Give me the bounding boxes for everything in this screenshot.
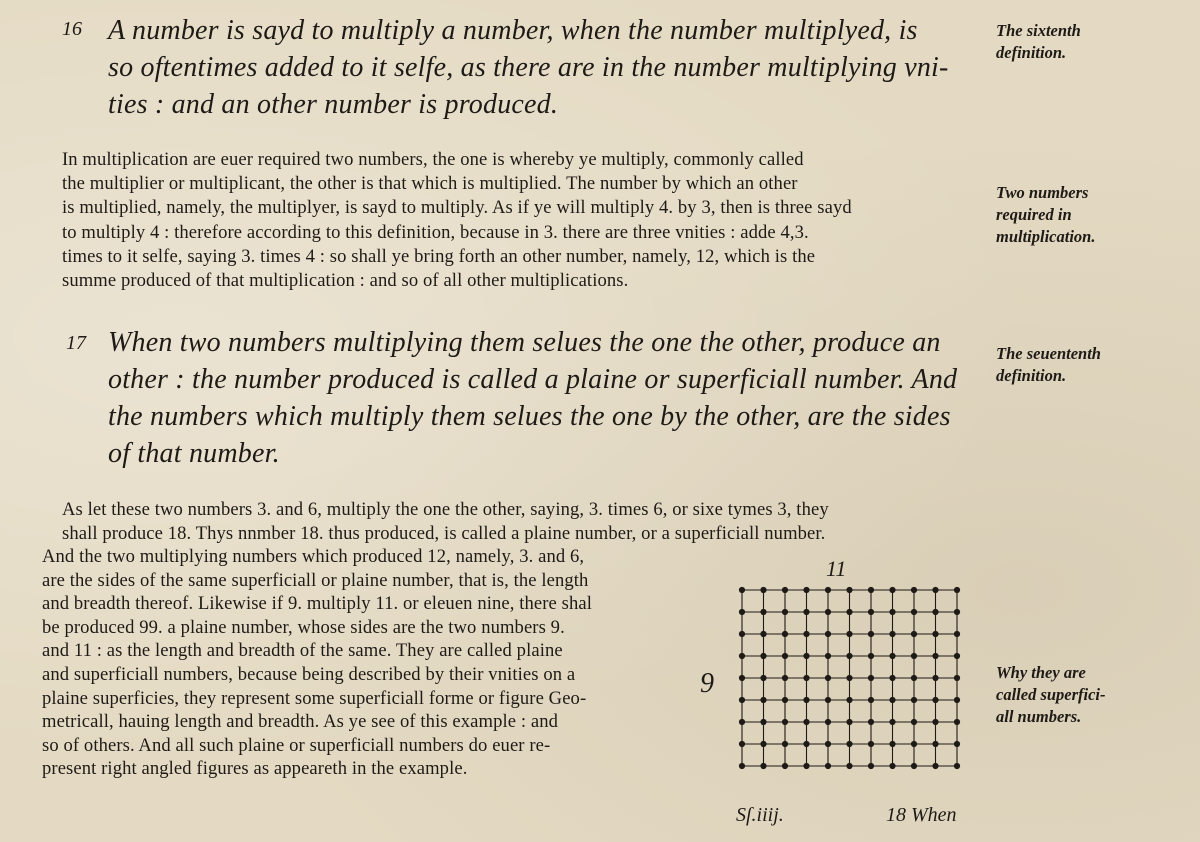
- dot-grid-figure: [730, 580, 980, 780]
- grid-dot: [932, 763, 938, 769]
- grid-dot: [911, 741, 917, 747]
- grid-dot: [782, 719, 788, 725]
- grid-dot: [825, 587, 831, 593]
- grid-dot: [760, 719, 766, 725]
- grid-dot: [932, 609, 938, 615]
- grid-dot: [846, 763, 852, 769]
- definition-17-number: 17: [66, 332, 86, 354]
- definition-16-line: A number is sayd to multiply a number, when the number multiplyed, is: [108, 15, 918, 46]
- definition-17-line: When two numbers multiplying them selues the one the other, produce an: [108, 327, 941, 358]
- grid-dot: [868, 609, 874, 615]
- definition-16-line: so oftentimes added to it selfe, as there are in the number multiplying vni-: [108, 52, 949, 83]
- paragraph-line: And the two multiplying numbers which produced 12, namely, 3. and 6,: [42, 546, 585, 567]
- grid-dot: [911, 719, 917, 725]
- grid-dot: [739, 587, 745, 593]
- paragraph-line: so of others. And all such plaine or superficiall numbers do euer re-: [42, 734, 551, 756]
- grid-dot: [782, 587, 788, 593]
- grid-dot: [932, 631, 938, 637]
- grid-dot: [932, 741, 938, 747]
- grid-dot: [825, 719, 831, 725]
- grid-dot: [868, 587, 874, 593]
- paragraph-line: As let these two numbers 3. and 6, multiply the one the other, saying, 3. times 6, or sixe tymes 3, they: [62, 499, 829, 520]
- paragraph-line: summe produced of that multiplication : and so of all other multiplications.: [62, 270, 629, 292]
- definition-16-number: 16: [62, 18, 82, 40]
- grid-dot: [825, 697, 831, 703]
- grid-dot: [954, 631, 960, 637]
- figure-side-label: 9: [700, 668, 714, 699]
- margin-note-seventeenth-definition: [996, 343, 1146, 387]
- paragraph-line: the multiplier or multiplicant, the other is that which is multiplied. The number by which an other: [62, 173, 798, 195]
- grid-dot: [911, 675, 917, 681]
- paragraph-line: times to it selfe, saying 3. times 4 : so shall ye bring forth an other number, namely, 12, which is the: [62, 245, 816, 267]
- grid-dot: [889, 587, 895, 593]
- grid-dot: [825, 609, 831, 615]
- grid-dot: [868, 675, 874, 681]
- grid-dot: [954, 741, 960, 747]
- margin-note-line: The seuententh: [996, 344, 1101, 363]
- grid-dot: [932, 587, 938, 593]
- margin-note-line: all numbers.: [996, 707, 1082, 726]
- grid-dot: [911, 763, 917, 769]
- grid-dot: [932, 697, 938, 703]
- grid-dot: [932, 675, 938, 681]
- grid-dot: [954, 719, 960, 725]
- grid-dot: [868, 763, 874, 769]
- grid-dot: [760, 609, 766, 615]
- grid-dot: [868, 631, 874, 637]
- grid-dot: [868, 697, 874, 703]
- grid-dot: [739, 719, 745, 725]
- paragraph-line: plaine superficies, they represent some superficiall forme or figure Geo-: [42, 687, 587, 709]
- grid-dot: [825, 763, 831, 769]
- paragraph-line: shall produce 18. Thys nnmber 18. thus produced, is called a plaine number, or a superficiall number.: [62, 522, 826, 544]
- figure-top-label: 11: [826, 556, 847, 581]
- grid-dot: [954, 653, 960, 659]
- margin-note-line: called superfici-: [996, 685, 1106, 704]
- grid-dot: [846, 697, 852, 703]
- grid-dot: [889, 631, 895, 637]
- grid-dot: [803, 741, 809, 747]
- grid-dot: [911, 653, 917, 659]
- definition-16-line: ties : and an other number is produced.: [108, 89, 559, 120]
- grid-dot: [760, 741, 766, 747]
- definition-17-line: other : the number produced is called a plaine or superficiall number. And: [108, 364, 958, 395]
- definition-17-line: the numbers which multiply them selues the one by the other, are the sides: [108, 401, 951, 432]
- paragraph-line: and breadth thereof. Likewise if 9. multiply 11. or eleuen nine, there shal: [42, 593, 592, 615]
- grid-dot: [868, 719, 874, 725]
- grid-dot: [889, 763, 895, 769]
- paragraph-line: are the sides of the same superficiall or plaine number, that is, the length: [42, 569, 589, 591]
- grid-dot: [911, 697, 917, 703]
- grid-dot: [846, 653, 852, 659]
- grid-dot: [803, 675, 809, 681]
- grid-dot: [911, 631, 917, 637]
- explanation-paragraph-1: [62, 148, 852, 293]
- paragraph-line: to multiply 4 : therefore according to this definition, because in 3. there are three vnities : adde 4,3.: [62, 221, 809, 243]
- margin-note-line: The sixtenth: [996, 21, 1081, 40]
- grid-dot: [846, 675, 852, 681]
- grid-dot: [782, 675, 788, 681]
- paragraph-line: metricall, hauing length and breadth. As ye see of this example : and: [42, 711, 559, 733]
- grid-dot: [739, 609, 745, 615]
- grid-dot: [846, 741, 852, 747]
- grid-dot: [782, 609, 788, 615]
- grid-dot: [739, 675, 745, 681]
- grid-dot: [739, 697, 745, 703]
- paragraph-line: In multiplication are euer required two numbers, the one is whereby ye multiply, commonly called: [62, 149, 804, 170]
- margin-note-line: Two numbers: [996, 183, 1089, 202]
- catchword: 18 When: [886, 804, 957, 826]
- grid-dot: [782, 653, 788, 659]
- grid-dot: [889, 697, 895, 703]
- margin-note-line: Why they are: [996, 663, 1086, 682]
- grid-dot: [739, 653, 745, 659]
- margin-note-superficial-numbers: [996, 662, 1146, 728]
- grid-dot: [911, 587, 917, 593]
- grid-dot: [932, 653, 938, 659]
- signature-mark: Sſ.iiij.: [736, 804, 784, 826]
- grid-dot: [911, 609, 917, 615]
- grid-dot: [803, 609, 809, 615]
- grid-dot: [868, 741, 874, 747]
- definition-17-text: [108, 324, 957, 472]
- explanation-paragraph-2-full: [62, 498, 829, 545]
- definition-17-line: of that number.: [108, 438, 280, 469]
- grid-dot: [846, 719, 852, 725]
- margin-note-two-numbers: [996, 182, 1146, 248]
- grid-dot: [954, 697, 960, 703]
- grid-dot: [825, 631, 831, 637]
- grid-dot: [889, 741, 895, 747]
- grid-dot: [954, 609, 960, 615]
- grid-dot: [739, 741, 745, 747]
- grid-dot: [782, 763, 788, 769]
- grid-dot: [825, 653, 831, 659]
- grid-dot: [739, 631, 745, 637]
- grid-dot: [954, 675, 960, 681]
- definition-16-text: [108, 12, 949, 123]
- margin-note-sixteenth-definition: [996, 20, 1146, 64]
- grid-dot: [825, 741, 831, 747]
- grid-dot: [803, 719, 809, 725]
- grid-dot: [760, 631, 766, 637]
- grid-dot: [868, 653, 874, 659]
- grid-dot: [889, 675, 895, 681]
- grid-dot: [760, 697, 766, 703]
- grid-dot: [782, 697, 788, 703]
- margin-note-line: multiplication.: [996, 227, 1096, 246]
- margin-note-line: definition.: [996, 366, 1067, 385]
- grid-dot: [954, 587, 960, 593]
- grid-dot: [954, 763, 960, 769]
- grid-dot: [889, 653, 895, 659]
- grid-dot: [846, 587, 852, 593]
- grid-dot: [889, 719, 895, 725]
- grid-dot: [825, 675, 831, 681]
- grid-dot: [803, 587, 809, 593]
- grid-dot: [760, 653, 766, 659]
- grid-dot: [782, 631, 788, 637]
- grid-dot: [846, 609, 852, 615]
- grid-dot: [803, 653, 809, 659]
- paragraph-line: present right angled figures as appeareth in the example.: [42, 758, 468, 780]
- grid-dot: [889, 609, 895, 615]
- grid-dot: [760, 763, 766, 769]
- grid-dot: [803, 697, 809, 703]
- explanation-paragraph-2-narrow: [42, 545, 592, 781]
- paragraph-line: is multiplied, namely, the multiplyer, is sayd to multiply. As if ye will multiply 4. by 3, then is three sayd: [62, 197, 852, 219]
- margin-note-line: required in: [996, 205, 1072, 224]
- grid-dot: [846, 631, 852, 637]
- paragraph-line: and superficiall numbers, because being described by their vnities on a: [42, 663, 576, 685]
- grid-dot: [932, 719, 938, 725]
- grid-dot: [760, 675, 766, 681]
- paragraph-line: be produced 99. a plaine number, whose sides are the two numbers 9.: [42, 616, 565, 638]
- grid-dot: [782, 741, 788, 747]
- grid-dot: [803, 631, 809, 637]
- margin-note-line: definition.: [996, 43, 1067, 62]
- grid-dot: [739, 763, 745, 769]
- grid-dot: [760, 587, 766, 593]
- grid-dot: [803, 763, 809, 769]
- paragraph-line: and 11 : as the length and breadth of the same. They are called plaine: [42, 640, 563, 662]
